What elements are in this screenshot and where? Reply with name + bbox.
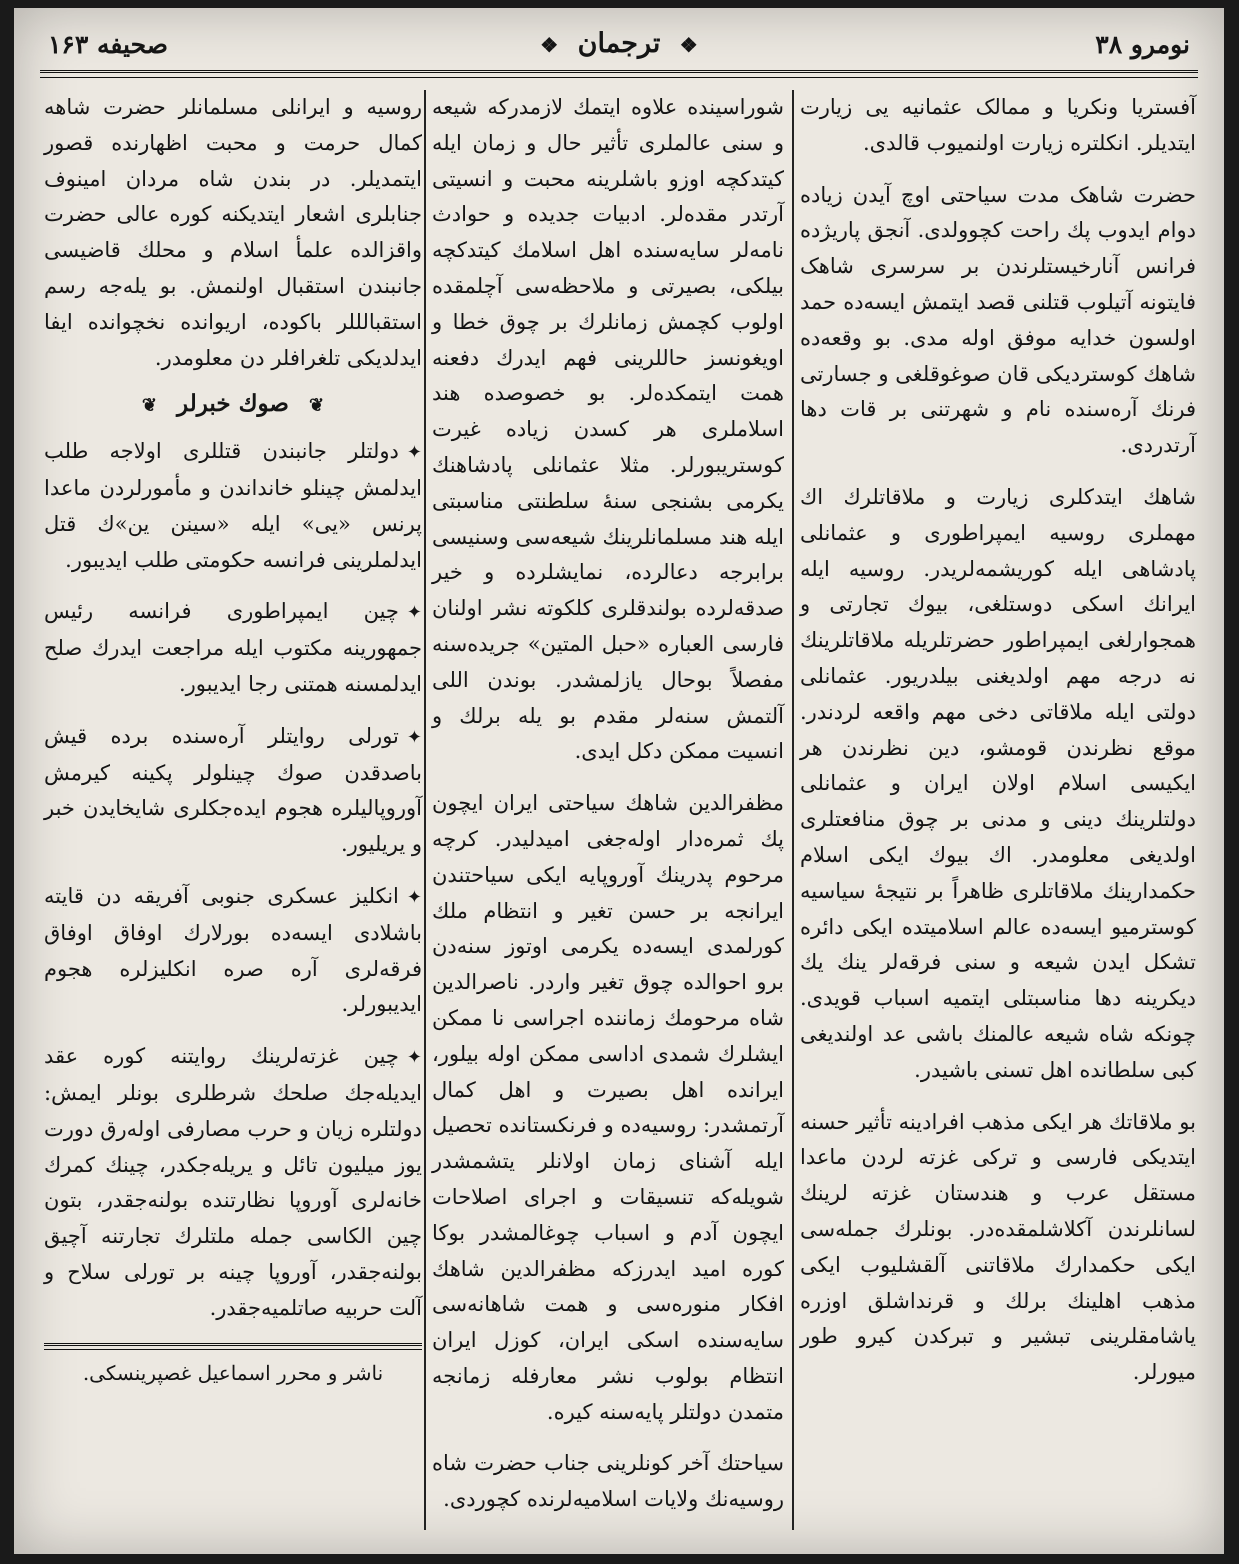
column-right [800,90,1196,1540]
news-item-text: تورلی روایتلر آره‌سنده برده قیش باصدقدن صوك چینلولر پکینه کیرمش آوروپالیلره هجوم ایده‌جکلری شایخایدن خبر و یریلیور. [44,723,422,857]
section-heading-latest-news [44,386,422,424]
masthead-divider [40,70,1198,78]
news-item [44,1039,422,1326]
ornament-icon: ❖ [540,33,559,57]
publisher-line: ناشر و محرر اسماعیل غصپرینسکی. [82,1360,384,1385]
footer-divider [44,1343,422,1350]
column-left [44,90,422,1540]
paragraph: مظفرالدین شاهك سیاحتی ایران ایچون پك ثمره‌دار اوله‌جغی امیدلیدر. کرچه مرحوم پدرینك آوروپایه ایکی سیاحتندن ایرانجه بر حسن تغیر و انتظام ملك کورلمدی ایسه‌ده یکرمی اوتوز سنه‌دن برو احوالده چوق تغیر واردر. ناصرالدین شاه مرحومك زماننده اجراسی نا ممکن ایشلرك شمدی اداسی ممکن اوله بیلور، ایرانده اهل بصیرت و اهل کمال آرتمشدر: روسیه‌ده و فرنکستانده تحصیل ایله آشنای زمان اولانلر یتشمشدر شویله‌که تنسیقات و اجرای اصلاحات ایچون آدم و اسباب چوغالمشدر بوکا کوره امید ایدرزکه مظفرالدین شاهك افکار منوره‌سی و همت شاهانه‌سی سایه‌سنده اسکی ایران، کوزل ایران انتظام بولوب نشر معارفله زمانجه متمدن دولتلر پایه‌سنه کیره. [432,791,784,1424]
bullet-icon: ✦ [406,442,422,464]
bullet-icon: ✦ [406,726,422,748]
news-item-text: دولتلر جانبندن قتللری اولاجه طلب ایدلمش چینلو خانداندن و مأمورلردن ماعدا پرنس «یی» ایله «سینن ین»ك قتل ایدلملرینی فرانسه حکومتی طلب ایدیبور. [44,439,422,572]
section-heading-text: صوك خبرلر [177,390,289,418]
page-number: صحیفه ۱۶۳ [48,30,168,59]
fleuron-icon: ❦ [308,395,325,417]
issue-number: نومرو ۳۸ [1095,30,1190,59]
news-item [44,434,422,578]
paragraph: آفستریا ونکریا و ممالک عثمانیه یی زیارت ایتدیلر. انکلتره زیارت اولنمیوب قالدی. [800,95,1196,155]
news-item [44,719,422,863]
paragraph: شاهك ایتدکلری زیارت و ملاقاتلرك اك مهملری روسیه ایمپراطوری و عثمانلی پادشاهی ایله کوریشمه‌لریدر. روسیه ایله ایرانك اسکی دوستلغی، بیوك تجارتی و همجوارلغی ایمپراطور حضرتلریله ملاقاتلرینك نه درجه مهم اولدیغنی بیلدریور. عثمانلی دولتی ایله ملاقاتی دخی مهم واقعه لردندر. موقع نظرندن قومشو، دین نظرندن هر ایکیسی اسلام اولان ایران و عثمانلی دولتلرینك دینی و مدنی بر چوق منافعتلری اولدیغی معلومدر. اك بیوك ایکی اسلام حکمدارینك ملاقاتلری ظاهراً بر نتیجهٔ سیاسیه کوسترمیو ایسه‌ده عالم اسلامیتده ایکی دائره تشکل ایدن شیعه و سنی فرقه‌لر ینك یك دیکرینه دها مناسبتلی ایتمیه اسباب قویدی. چونکه شاه شیعه عالمنك باشی عد اولندیغی کبی سلطانده اهل تسنی باشیدر. [800,484,1196,1082]
news-item [44,594,422,702]
news-item [44,879,422,1023]
ornament-icon: ❖ [679,33,698,57]
newspaper-page [14,8,1224,1554]
bullet-icon: ✦ [406,886,422,908]
column-divider [792,90,794,1530]
bullet-icon: ✦ [406,602,422,624]
newspaper-title [40,28,1198,59]
news-item-text: چین غزته‌لرینك روایتنه کوره عقد ایدیله‌جك صلحك شرطلری بونلر ایمش: دولتلره زیان و حرب مصارفی اوله‌رق دورت یوز میلیون تائل و یریله‌جکدر، چینك کمرك خانه‌لری آوروپا نظارتنده بولنه‌جقدر، بتون چین الکاسی جمله ملتلرك تجارتنه آچیق بولنه‌جقدر، آوروپا چینه بر تورلی سلاح و آلت حربیه صاتلمیه‌جقدر. [44,1044,422,1320]
fleuron-icon: ❦ [141,395,158,417]
paragraph: حضرت شاهک مدت سیاحتی اوچ آیدن زیاده دوام ایدوب پك راحت کچوولدی. آنجق پاریژده فرانس آنارخیستلرندن بر سرسری شاهک فایتونه آتیلوب قتلنی قصد ایتمش ایسه‌ده حمد اولسون خدایه موفق اوله مدی. بو وقعه‌ده شاهك کوستردیکی قان صوغوقلغی و جسارتی فرنك آره‌سنده نام و شهرتنی بر قات دها آرتدردی. [800,182,1196,458]
paragraph: شوراسینده علاوه ایتمك لازمدرکه شیعه و سنی عالملری تأثیر حال و زمان ایله کیتدکچه اوزو باشلرینه محبت و انسیتی آرتدر مقده‌لر. ادبیات جدیده و حوادث نامه‌لر سایه‌سنده اهل اسلامك کیتدکچه بیلکی، بصیرتی و ملاحظه‌سی آچلمقده اولوب کچمش زمانلرك بر چوق خطا و اویغونسز حاللرینی فهم ایدرك دفعنه همت ایتمکده‌لر. بو خصوصده هند اسلاملری هر کسدن زیاده غیرت کوستریبورلر. مثلا عثمانلی پادشاهنك یکرمی بشنجی سنهٔ سلطنتی مناسبتی ایله هند مسلمانلرینك شیعه‌سی وسنیسی برابرجه دعالرده، نمایشلرده و خیر صدقه‌لرده بولندقلری کلکوته نشر اولنان فارسی العباره «حبل المتین» جریده‌سنه مفصلاً بوحال یازلمشدر. بوندن اللی آلتمش سنه‌لر مقدم بو یله برلك و انسیت ممکن دکل ایدی. [432,95,784,764]
paragraph: روسیه و ایرانلی مسلمانلر حضرت شاهه کمال حرمت و محبت اظهارنده قصور ایتمدیلر. در بندن شاه مردان امینوف جنابلری اشعار ایتدیکنه کوره عالی حضرت واقزالده علمأ اسلام و محلك قاضیسی جانبندن استقبال اولنمش. بو یله‌جه رسم استقبالللر باکوده، اریوانده نخچوانده ایفا ایدلدیکی تلغرافلر دن معلومدر. [44,95,422,370]
paragraph: سیاحتك آخر کونلرینی جناب حضرت شاه روسیه‌نك ولایات اسلامیه‌لرنده کچوردی. [432,1451,784,1512]
masthead [40,22,1198,68]
news-item-text: انکلیز عسکری جنوبی آفریقه دن قایته باشلادی ایسه‌ده بورلارك اوفاق اوفاق فرقه‌لری آره صره انکلیزلره هجوم ایدیبورلر. [44,883,422,1017]
bullet-icon: ✦ [406,1047,422,1069]
column-middle [432,90,784,1540]
column-divider [424,90,426,1530]
news-item-text: چین ایمپراطوری فرانسه رئیس جمهورینه مکتوب ایله مراجعت ایدرك صلح ایدلمسنه همتنی رجا ایدیبور. [44,599,422,696]
paragraph: بو ملاقاتك هر ایکی مذهب افرادینه تأثیر حسنه ایتدیکی فارسی و ترکی غزته لردن ماعدا مستقل عرب و هندستان غزته لرینك لسانلرندن آکلاشلمقده‌در. بونلرك جمله‌سی ایکی حکمدارك ملاقاتنی آلقشلیوب ایکی مذهب اهلینك برلك و قرنداشلق اوزره یاشامقلرینی تبشیر و تبرکدن کیرو طور میورلر. [800,1109,1196,1385]
title-text: ترجمان [577,28,661,59]
